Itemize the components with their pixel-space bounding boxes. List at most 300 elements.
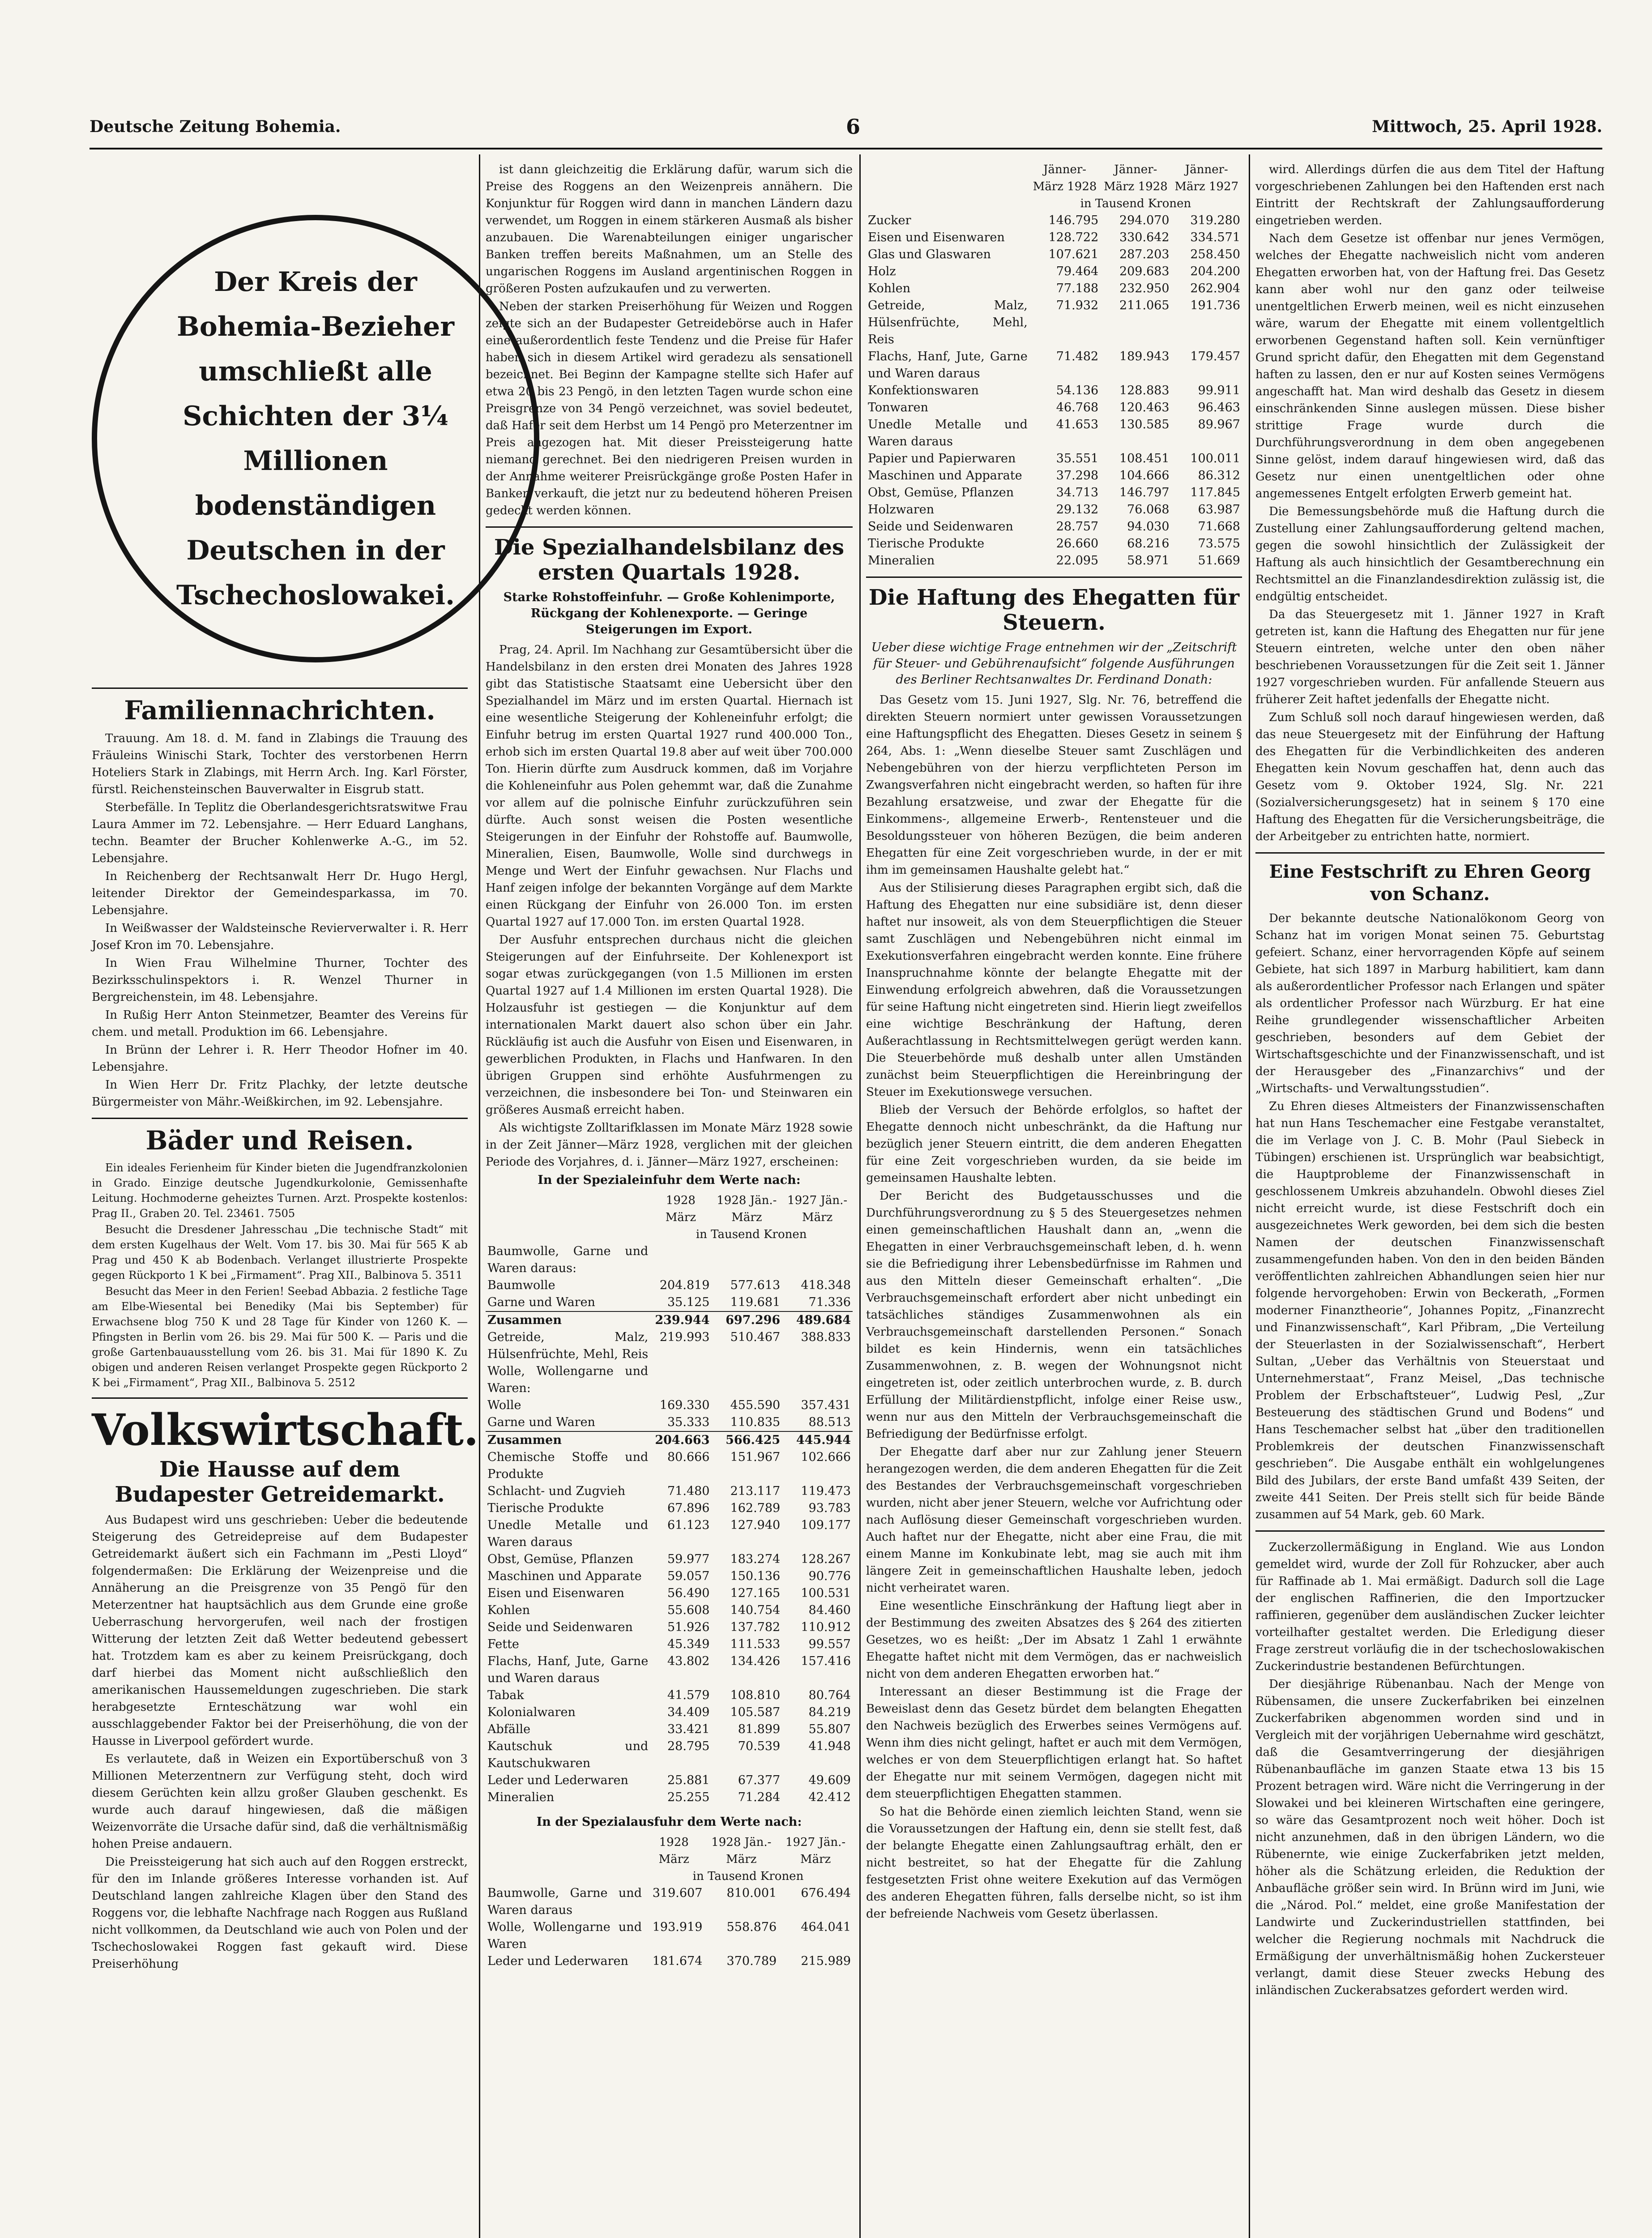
row-value: 89.967 [1198, 418, 1240, 431]
row-value: 94.030 [1127, 520, 1170, 534]
divider [92, 688, 468, 689]
table-head-col: 1928 März [658, 1836, 689, 1866]
row-value: 67.377 [738, 1773, 781, 1787]
row-value [650, 1243, 711, 1277]
row-label: Unedle Metalle und Waren daraus [868, 418, 1028, 448]
row-value: 43.802 [667, 1654, 710, 1668]
row-value: 258.450 [1190, 248, 1240, 261]
article-paragraph: Die Preissteigerung hat sich auch auf den Roggen erstreckt, für den im Inlande größeres Interesse vorhanden ist. Auf Deutschland langen zahlreiche Klagen über den Stand des Roggens vor, die lebhafte Nachfrage nach Roggen aus Rußland nicht vollkommen, da Deutschland wie auch von Polen und der Tschechoslowakei Roggen fast gekauft wird. Diese Preiserhöhung [92, 1855, 468, 1971]
article-paragraph: Neben der starken Preiserhöhung für Weizen und Roggen zeigte sich an der Budapester Getreidebörse auch in Hafer eine außerordentlich feste Tendenz und die Preise für Hafer haben sich in diesem Artikel wird geradezu als sensationell bezeichnet. Bei Beginn der Kampagne stellte sich Hafer auf etwa 20 bis 23 Pengö, in den letzten Tagen wurde schon eine Preisgrenze von 34 Pengö verzeichnet, was soviel bedeutet, daß Hafer seit dem Herbst um 14 Pengö pro Meterzentner im Preis angezogen hat. Mit dieser Preissteigerung hatte niemand gerechnet. Bei den niedrigeren Preisen wurden in der Annahme weiterer Preisrückgänge große Posten Hafer in Banken verkauft, die jetzt nur zu bedeutend höheren Preisen gedeckt werden können. [486, 300, 853, 517]
row-label: Seide und Seidenwaren [868, 520, 1013, 534]
row-label: Schlacht- und Zugvieh [487, 1484, 626, 1498]
row-value: 577.613 [730, 1278, 781, 1292]
row-label: Kohlen [868, 282, 911, 295]
article-subtitle-bilanz: Starke Rohstoffeinfuhr. — Große Kohlenimporte, Rückgang der Kohlenexporte. — Geringe Steigerungen im Export. [503, 590, 835, 636]
row-value: 28.795 [667, 1739, 710, 1753]
table-head-col: Jänner-März 1928 [1104, 163, 1168, 193]
table-row [866, 348, 1242, 382]
article-paragraph: Aus Budapest wird uns geschrieben: Ueber die bedeutende Steigerung des Getreidepreise auf dem Budapester Getreidemarkt äußert sich ein Fachmann im „Pesti Lloyd“ folgendermaßen: Die Erklärung der Weizenpreise und die Annäherung an die Preisgrenze von 35 Pengö für den Meterzentner hat hauptsächlich aus dem Grunde eine große Ueberraschung hervorgerufen, weil nach der frostigen Witterung der letzten Zeit daß Wetter bedeutend gebessert hat. Trotzdem kam es aber zu keinem Preisrückgang, doch darf hierbei das Moment nicht außschließlich den amerikanischen Haussemeldungen zugeschrieben. Die stark herabgesetzte Ernteschätzung war wohl ein ausschlaggebender Faktor bei der Preiserhöhung, die von der Hausse in Liverpool gefördert wurde. [92, 1513, 468, 1748]
table-row [486, 1721, 853, 1738]
article-paragraph: Da das Steuergesetz mit 1. Jänner 1927 in Kraft getreten ist, kann die Haftung des Ehegatten nur für jene Steuern eintreten, welche unter den oben näher beschriebenen Voraussetzungen für die Zeit seit 1. Jänner 1927 vorgeschrieben wurden. Für anfallende Steuern aus früherer Zeit haftet jedenfalls der Ehegatte nicht. [1255, 608, 1605, 706]
row-value: 79.464 [1056, 265, 1099, 278]
row-value: 70.539 [738, 1739, 781, 1753]
row-label: Leder und Lederwaren [487, 1773, 628, 1787]
row-label: Fette [487, 1637, 519, 1651]
row-value: 84.219 [808, 1705, 851, 1719]
row-value: 108.810 [730, 1688, 781, 1702]
row-value: 157.416 [801, 1654, 851, 1668]
table-row [486, 1294, 853, 1311]
table-row [866, 280, 1242, 297]
row-value: 25.881 [667, 1773, 710, 1787]
table-row [486, 1551, 853, 1568]
haftung-continuation [1255, 161, 1605, 845]
row-value: 566.425 [711, 1431, 782, 1449]
article-paragraph: Zu Ehren dieses Altmeisters der Finanzwissenschaften hat nun Hans Teschemacher eine Festgabe veranstaltet, die im Verlage von J. C. B. Mohr (Paul Siebeck in Tübingen) erschienen ist. Ursprünglich war beabsichtigt, die Hauptprobleme der Finanzwissenschaft in geschlossenem Umkreis abzuhandeln. Obwohl dieses Ziel nicht erreicht wurde, ist diese Festschrift doch ein ausgezeichnetes Werk geworden, bei dem sich die besten Namen der deutschen Finanzwissenschaft zusammengefunden haben. Von den in den beiden Bänden veröffentlichten zahlreichen Abhandlungen seien hier nur folgende hervorgehoben: Erwin von Beckerath, „Formen moderner Finanztheorie“, Johannes Popitz, „Finanzrecht und Finanzwissenschaft“, Karl Přibram, „Die Verteilung der Steuerlasten in der Sozialwissenschaft“, Herbert Sultan, „Ueber das Verhältnis von Steuerstaat und Unternehmerstaat“, Franz Meisel, „Das technische Problem der Erbschaftsteuer“, Ludwig Pesl, „Zur Besteuerung des städtischen Grund und Bodens“ und Hans Teschemacher selbst hat „über den traditionellen Problemkreis der deutschen Finanzwissenschaft geschrieben“. Die Ausgabe enthält ein wohlgelungenes Bild des Jubilars, der erste Band umfaßt 439 Seiten, der zweite 441 Seiten. Der Preis stellt sich für beide Bände zusammen auf 54 Mark, geb. 60 Mark. [1255, 1100, 1605, 1521]
row-value: 77.188 [1056, 282, 1099, 295]
festschrift-body [1255, 910, 1605, 1523]
article-paragraph: Der Ausfuhr entsprechen durchaus nicht die gleichen Steigerungen auf der Einfuhrseite. Der Kohlenexport ist sogar etwas zurückgegangen (von 1.5 Millionen im ersten Quartal 1927 auf 1.4 Millionen im ersten Quartal 1928). Die Holzausfuhr ist gestiegen — die Konjunktur auf dem internationalen Markt dauert also schon über ein Jahr. Rückläufig ist auch die Ausfuhr von Eisen und Eisenwaren, in gewerblichen Produkten, in Flachs und Hanfwaren. In den übrigen Gruppen sind erhöhte Ausfuhrmengen zu verzeichnen, die insbesondere bei Ton- und Steinwaren ein größeres Ausmaß erreicht haben. [486, 933, 853, 1117]
table-row [486, 1311, 853, 1329]
row-value: 370.789 [726, 1954, 777, 1968]
table-row [486, 1585, 853, 1602]
row-label: Wolle [487, 1398, 521, 1412]
row-value: 67.896 [667, 1501, 710, 1515]
row-value: 181.674 [652, 1954, 703, 1968]
row-value: 193.919 [652, 1920, 703, 1934]
row-value: 455.590 [730, 1398, 781, 1412]
row-value [782, 1243, 853, 1277]
table-row [486, 1277, 853, 1294]
row-value: 22.095 [1056, 554, 1099, 568]
row-label: Chemische Stoffe und Produkte [487, 1450, 649, 1481]
row-value: 319.607 [652, 1886, 703, 1900]
row-label: Eisen und Eisenwaren [868, 231, 1005, 244]
baeder-list [92, 1160, 468, 1390]
row-value: 28.757 [1056, 520, 1099, 534]
familie-list [92, 730, 468, 1110]
row-value: 213.117 [730, 1484, 781, 1498]
row-label: Unedle Metalle und Waren daraus [487, 1518, 649, 1549]
table-row [866, 501, 1242, 518]
row-value: 71.482 [1056, 350, 1099, 363]
row-label: Eisen und Eisenwaren [487, 1586, 624, 1600]
table-row [866, 535, 1242, 552]
row-label: Kautschuk und Kautschukwaren [487, 1739, 649, 1770]
row-value: 63.987 [1198, 503, 1240, 517]
column-rule-3 [1249, 154, 1250, 2238]
hausse-continuation [486, 161, 853, 519]
table-row [486, 1500, 853, 1517]
row-label: Obst, Gemüse, Pflanzen [487, 1552, 634, 1566]
row-value: 232.950 [1119, 282, 1170, 295]
row-value: 215.989 [801, 1954, 851, 1968]
row-label: Seide und Seidenwaren [487, 1620, 633, 1634]
einfuhr-table [486, 1192, 853, 1806]
article-paragraph: Der Bericht des Budgetausschusses und die Durchführungsverordnung zu § 5 des Steuergesetzes nehmen einen gemeinschaftlichen Haushalt dann an, „wenn die Ehegatten in einer Verbrauchsgemeinschaft leben, d. h. wenn sie die Befriedigung ihrer Lebensbedürfnisse im Rahmen und aus den Mitteln dieser Gemeinschaft erhalten“. „Die Verbrauchsgemeinschaft erfordert aber nicht unbedingt ein tatsächliches ständiges Zusammenwohnen als ein Verbrauchsgemeinschaft darstellenden Personen.“ Sonach bildet es kein Hindernis, wenn ein tatsächliches Zusammenwohnen, z. B. wegen der Wohnungsnot nicht eingetreten ist, oder zeitlich unterbrochen wurde, z. B. durch Erfüllung der Militärdienstpflicht, infolge einer Reise usw., wenn nur aus den Mitteln der Verbrauchsgemeinschaft die Befriedigung der Bedürfnisse erfolgt. [866, 1189, 1242, 1441]
row-value: 80.666 [667, 1450, 710, 1464]
row-value: 34.713 [1056, 486, 1099, 500]
table-row [486, 1789, 853, 1806]
row-value: 151.967 [730, 1450, 781, 1464]
row-value: 357.431 [801, 1398, 851, 1412]
row-value: 111.533 [730, 1637, 781, 1651]
section-title-familie: Familiennachrichten. [124, 695, 435, 726]
row-value: 204.819 [659, 1278, 710, 1292]
table-unit: in Tausend Kronen [692, 1870, 804, 1883]
article-paragraph: wird. Allerdings dürfen die aus dem Titel der Haftung vorgeschriebenen Zahlungen bei den Haftenden erst nach Eintritt der Rechtskraft der Zahlungsaufforderung eingetrieben werden. [1255, 163, 1605, 227]
bilanz-body [486, 641, 853, 1170]
familie-paragraph: In Brünn der Lehrer i. R. Herr Theodor Hofner im 40. Lebensjahre. [92, 1043, 468, 1074]
row-value: 100.531 [801, 1586, 851, 1600]
table-row [866, 246, 1242, 263]
row-value: 71.336 [808, 1295, 851, 1309]
row-value: 55.608 [667, 1603, 710, 1617]
row-value: 41.948 [808, 1739, 851, 1753]
table-row [866, 263, 1242, 280]
column-2 [486, 161, 853, 1970]
row-label: Flachs, Hanf, Jute, Garne und Waren daraus [868, 350, 1028, 380]
header-rule [90, 148, 1602, 149]
table-row [486, 1602, 853, 1619]
row-value: 697.296 [711, 1311, 782, 1329]
table-row [866, 552, 1242, 569]
baeder-paragraph: Besucht die Dresdener Jahresschau „Die technische Stadt“ mit dem ersten Kugelhaus der Welt. Vom 17. bis 30. Mai für 565 K ab Prag und 450 K ab Bodenbach. Verlanget illustrierte Prospekte gegen Rückporto 1 K bei „Firmament“. Prag XII., Balbinova 5. 3511 [92, 1223, 468, 1281]
row-value: 119.681 [730, 1295, 781, 1309]
ausfuhr-table [486, 1834, 853, 1970]
article-paragraph: Als wichtigste Zolltarifklassen im Monate März 1928 sowie in der Zeit Jänner—März 1928, verglichen mit der gleichen Periode des Vorjahres, d. i. Jänner—März 1927, erscheinen: [486, 1121, 853, 1169]
column-3 [866, 161, 1242, 1923]
row-label: Tierische Produkte [868, 537, 985, 551]
row-value: 294.070 [1119, 214, 1170, 227]
row-value: 59.977 [667, 1552, 710, 1566]
article-paragraph: Blieb der Versuch der Behörde erfolglos, so haftet der Ehegatte dennoch nicht unbeschränkt, da die Haftung nur bezüglich jener Steuern eintritt, die dem anderen Ehegatten für eine Zeit vorgeschrieben wurden, da sie beide im gemeinsamen Haushalte lebten. [866, 1103, 1242, 1185]
table-row [486, 1363, 853, 1397]
row-value [782, 1363, 853, 1397]
article-paragraph: Nach dem Gesetze ist offenbar nur jenes Vermögen, welches der Ehegatte nachweislich nicht vom anderen Ehegatten erworben hat, von der Haftung frei. Das Gesetz kann aber wohl nur den ganz oder teilweise unentgeltlichen Erwerb meinen, weil es nicht einzusehen wäre, warum der Ehegatte mit einem vollentgeltlich erworbenen Gegenstand haften soll. Kein vernünftiger Grund spricht dafür, den Ehegatten mit dem Gegenstand haften zu lassen, den er nur auf Kosten seines Vermögens angeschafft hat. Man wird deshalb das Gesetz in diesem einschränkenden Sinne auslegen müssen. Diese bisher strittige Frage wurde durch die Durchführungsverordnung in dem oben angegebenen Sinne gelöst, indem darauf hingewiesen wird, daß das Gesetz nur einen unentgeltlichen oder ohne angemessenes Entgelt erfolgten Erwerb gemeint hat. [1255, 232, 1605, 500]
article-paragraph: So hat die Behörde einen ziemlich leichten Stand, wenn sie die Voraussetzungen der Haftung ein, denn sie stellt fest, daß der belangte Ehegatte einen Zahlungsauftrag erhält, den er nicht bestreitet, so hat der Ehegatte für die Zahlung festgesetzten Frist ohne weitere Exekution auf das Vermögen des anderen Ehegatten führen, falls derselbe nicht, so ist ihm der befreiende Nachweis vom Gesetz überlassen. [866, 1805, 1242, 1921]
row-value: 134.426 [730, 1654, 781, 1668]
haftung-body [866, 692, 1242, 1922]
article-paragraph: Zum Schluß soll noch darauf hingewiesen werden, daß das neue Steuergesetz mit der Einführung der Haftung des Ehegatten für die Verbindlichkeiten des anderen Ehegatten kein Novum geschaffen hat, denn auch das Gesetz vom 9. Oktober 1924, Slg. Nr. 221 (Sozialversicherungsgesetz) hat in seinem § 170 eine Haftung des Ehegatten für die Versicherungsbeiträge, die der Arbeitgeber zu entrichten hatte, normiert. [1255, 711, 1605, 843]
row-value: 105.587 [730, 1705, 781, 1719]
row-label: Wolle, Wollengarne und Waren: [487, 1364, 649, 1395]
header-date: Mittwoch, 25. April 1928. [1372, 117, 1602, 136]
row-value: 29.132 [1056, 503, 1099, 517]
row-value: 239.944 [650, 1311, 711, 1329]
familie-paragraph: Trauung. Am 18. d. M. fand in Zlabings die Trauung des Fräuleins Winischi Stark, Tochter des verstorbenen Herrn Hoteliers Stark in Zlabings, mit Herrn Arch. Ing. Karl Förster, fürstl. Reichensteinschen Bauverwalter in Eisgrub statt. [92, 732, 468, 796]
row-value [711, 1243, 782, 1277]
page-header [90, 117, 1602, 146]
row-value: 183.274 [730, 1552, 781, 1566]
table-row [486, 1414, 853, 1431]
table-row [486, 1517, 853, 1551]
row-value: 110.835 [730, 1415, 781, 1429]
row-label: Baumwolle [487, 1278, 555, 1292]
row-value: 334.571 [1190, 231, 1240, 244]
row-value: 150.136 [730, 1569, 781, 1583]
row-value: 71.668 [1198, 520, 1240, 534]
row-value: 287.203 [1119, 248, 1170, 261]
article-paragraph: Der Ehegatte darf aber nur zur Zahlung jener Steuern herangezogen werden, die dem anderen Ehegatten für die Zeit des Bestandes der Verbrauchsgemeinschaft vorgeschrieben wurden, nicht aber jener Steuern, welche vor Aufrichtung oder nach Auflösung dieser Gemeinschaft vorgeschrieben wurden. Auch haftet nur der Ehegatte, nicht aber eine Frau, die mit einem Manne im Konkubinate lebt, mag sie auch mit ihm längere Zeit in gemeinschaftlichen Haushalte leben, jedoch nicht verheiratet waren. [866, 1445, 1242, 1595]
table-row [866, 416, 1242, 450]
table-row [486, 1636, 853, 1653]
row-value: 59.057 [667, 1569, 710, 1583]
divider [866, 577, 1242, 578]
row-value: 46.768 [1056, 401, 1099, 414]
table-row [486, 1738, 853, 1772]
row-value: 204.663 [650, 1431, 711, 1449]
row-label: Getreide, Malz, Hülsenfrüchte, Mehl, Reis [868, 299, 1028, 346]
row-value: 81.899 [738, 1722, 781, 1736]
table-row [486, 1449, 853, 1483]
row-value: 42.412 [808, 1790, 851, 1804]
section-title-baeder: Bäder und Reisen. [145, 1125, 414, 1156]
divider [1255, 852, 1605, 854]
row-value: 88.513 [808, 1415, 851, 1429]
row-value: 130.585 [1119, 418, 1170, 431]
row-label: Abfälle [487, 1722, 531, 1736]
hausse-body [92, 1512, 468, 1973]
row-value: 90.776 [808, 1569, 851, 1583]
column-rule-2 [859, 154, 861, 2238]
row-value: 146.795 [1048, 214, 1099, 227]
table-row [486, 1704, 853, 1721]
row-value: 76.068 [1127, 503, 1170, 517]
row-label: Zusammen [486, 1431, 650, 1449]
row-value: 146.797 [1119, 486, 1170, 500]
table-row [486, 1397, 853, 1414]
table-row [866, 450, 1242, 467]
table-row [486, 1919, 853, 1953]
row-label: Kolonialwaren [487, 1705, 576, 1719]
row-value: 33.421 [667, 1722, 710, 1736]
table-row [866, 297, 1242, 348]
table-row [486, 1885, 853, 1919]
article-paragraph: Aus der Stilisierung dieses Paragraphen ergibt sich, daß die Haftung des Ehegatten nur eine subsidiäre ist, denn dieser haftet nur insoweit, als von dem Steuerpflichtigen die Steuer samt Zuschlägen und Nebengebühren nicht einmal im Exekutionsverfahren eingebracht werden konnte. Eine frühere Inanspruchnahme könnte der belangte Ehegatte mit der Einwendung erfolgreich abwehren, daß die Voraussetzungen für seine Haftung nicht eingetreten sind. Hierin liegt zweifellos eine wichtige Beschränkung der Haftung, deren Außerachtlassung in Rechtsmittelwegen gerügt werden kann. Die Steuerbehörde muß deshalb unter allen Umständen zunächst beim Steuerpflichtigen die Hereinbringung der Steuer im Exekutionswege versuchen. [866, 881, 1242, 1099]
column-4 [1255, 161, 1605, 2000]
baeder-paragraph: Ein ideales Ferienheim für Kinder bieten die Jugendfranzkolonien in Grado. Einzige deutsche Jugendkurkolonie, Gemissenhafte Leitung. Hochmoderne geheiztes Turnen. Arzt. Prospekte kostenlos: Prag II., Graben 20. Tel. 23461. 7505 [92, 1162, 468, 1220]
row-value: 110.912 [801, 1620, 851, 1634]
article-paragraph: ist dann gleichzeitig die Erklärung dafür, warum sich die Preise des Roggens an den Weizenpreis annähern. Die Konjunktur für Roggen wird dann in manchen Ländern dazu verwendet, um Roggen in einem stärkeren Ausmaß als bisher anzubauen. Die Warenabteilungen einiger ungarischer Banken treffen bereits Maßnahmen, um an Stelle des ungarischen Roggens im Ausland argentinischen Roggen in größeren Posten aufzukaufen und zu verwerten. [486, 163, 853, 295]
row-value: 61.123 [667, 1518, 710, 1532]
row-value: 99.911 [1198, 384, 1240, 397]
row-value: 204.200 [1190, 265, 1240, 278]
row-value: 71.932 [1056, 299, 1099, 312]
table-unit: in Tausend Kronen [696, 1228, 807, 1241]
row-label: Holzwaren [868, 503, 935, 517]
row-value: 464.041 [801, 1920, 851, 1934]
article-title-hausse: Die Hausse auf dem Budapester Getreidemarkt. [115, 1457, 445, 1507]
row-label: Zucker [868, 214, 911, 227]
table-row [866, 229, 1242, 246]
row-value: 93.783 [808, 1501, 851, 1515]
einfuhr-table-title: In der Spezialeinfuhr dem Werte nach: [538, 1173, 801, 1187]
row-value: 56.490 [667, 1586, 710, 1600]
row-label: Mineralien [868, 554, 935, 568]
article-paragraph: Interessant an dieser Bestimmung ist die Frage der Beweislast denn das Gesetz bürdet dem belangten Ehegatten den Nachweis bezüglich des Erwerbes seines Vermögens auf. Wenn ihm dies nicht gelingt, haftet er auch mit dem Vermögen, welches er von dem Steuerpflichtigen erlangt hat. So haftet der Ehegatte nur mit seinem Vermögen, dagegen nicht mit dem steuerpflichtigen Ehegatten stammen. [866, 1685, 1242, 1801]
table-unit: in Tausend Kronen [1080, 197, 1191, 210]
article-paragraph: Der diesjährige Rübenanbau. Nach der Menge von Rübensamen, die unsere Zuckerfabriken bei einzelnen Zuckerfabriken abgenommen worden sind und in Vergleich mit der vorjährigen Uebernahme wird geschätzt, daß die Gesamtverringerung der diesjährigen Rübenanbaufläche im ganzen Staate etwa 13 bis 15 Prozent betragen wird. Wäre nicht die Verringerung in der Slowakei und bei kleineren Wirtschaften eine geringere, so wäre das Gesamtprozent noch weit höher. Doch ist nicht anzunehmen, daß in den übrigen Ländern, wo die Rübenernte, wie einige Zuckerfabriken jetzt melden, höher als die Schätzung erleiden, die Reduktion der Anbaufläche größer sein wird. In Brünn wird im Juni, wie die „Národ. Pol.“ meldet, eine große Manifestation der Landwirte und Zuckerindustriellen stattfinden, bei welcher die Regierung nochmals mit Nachdruck die Ermäßigung der unverhältnismäßig hohen Zuckersteuer verlangt, damit diese Steuer zwecks Hebung des inländischen Zuckerabsatzes gefordert werden wird. [1255, 1678, 1605, 1997]
article-paragraph: Das Gesetz vom 15. Juni 1927, Slg. Nr. 76, betreffend die direkten Steuern normiert unter gewissen Voraussetzungen eine Haftungspflicht des Ehegatten. Dieses Gesetz in seinem § 264, Abs. 1: „Wenn dieselbe Steuer samt Zuschlägen und Nebengebühren von der hierzu verpflichteten Person im Zwangsverfahren nicht eingebracht werden, so haften für ihre Bezahlung ersatzweise, und zwar der Ehegatte für die Einkommens-, allgemeine Erwerb-, Rentensteuer und die Besoldungssteuer von höheren Bezügen, die beim anderen Ehegatten für eine Zeit vorgeschrieben wurde, in der er mit ihm im gemeinsamen Haushalte gelebt hat.“ [866, 693, 1242, 877]
row-value: 37.298 [1056, 469, 1099, 483]
row-value: 128.883 [1119, 384, 1170, 397]
row-value: 140.754 [730, 1603, 781, 1617]
row-value: 99.557 [808, 1637, 851, 1651]
row-value: 209.683 [1119, 265, 1170, 278]
section-title-volkswirtschaft: Volkswirtschaft. [92, 1405, 479, 1455]
familie-paragraph: In Weißwasser der Waldsteinsche Revierverwalter i. R. Herr Josef Kron im 70. Lebensjahre. [92, 922, 468, 952]
row-label: Konfektionswaren [868, 384, 979, 397]
row-label: Glas und Glaswaren [868, 248, 991, 261]
column-1 [92, 680, 479, 1973]
zucker-body [1255, 1539, 1605, 1999]
table-head-col: 1927 Jän.-März [785, 1836, 846, 1866]
divider [486, 526, 853, 528]
row-value: 107.621 [1048, 248, 1099, 261]
row-value: 26.660 [1056, 537, 1099, 551]
row-value: 128.267 [801, 1552, 851, 1566]
row-value: 219.993 [659, 1330, 710, 1344]
article-paragraph: Es verlautete, daß in Weizen ein Exportüberschuß von 3 Millionen Meterzentnern zur Verfügung steht, doch wird diesem Gerüchten kein allzu großer Glauben geschenkt. Es wurde auch darauf hingewiesen, daß die mäßigen Weizenvorräte die Ursache dafür sind, daß die verhältnismäßig hohen Preise andauern. [92, 1752, 468, 1851]
row-label: Holz [868, 265, 896, 278]
article-intro-haftung: Ueber diese wichtige Frage entnehmen wir der „Zeitschrift für Steuer- und Gebührenaufsicht“ folgende Ausführungen des Berliner Rechtsanwaltes Dr. Ferdinand Donath: [871, 641, 1237, 687]
table-row [486, 1619, 853, 1636]
article-title-haftung: Die Haftung des Ehegatten für Steuern. [868, 585, 1240, 635]
export-continuation-table [866, 161, 1242, 569]
row-value: 58.971 [1127, 554, 1170, 568]
row-label: Wolle, Wollengarne und Waren [487, 1920, 642, 1951]
row-label: Baumwolle, Garne und Waren daraus [487, 1886, 642, 1917]
header-page-number: 6 [846, 115, 861, 139]
header-masthead: Deutsche Zeitung Bohemia. [90, 117, 341, 136]
row-label: Tierische Produkte [487, 1501, 604, 1515]
divider [92, 1397, 468, 1399]
row-value: 55.807 [808, 1722, 851, 1736]
row-value: 108.451 [1119, 452, 1170, 466]
row-label: Baumwolle, Garne und Waren daraus: [487, 1244, 649, 1275]
row-value: 191.736 [1190, 299, 1240, 312]
row-label: Kohlen [487, 1603, 530, 1617]
row-value: 810.001 [726, 1886, 777, 1900]
row-label: Papier und Papierwaren [868, 452, 1016, 466]
row-label: Maschinen und Apparate [487, 1569, 642, 1583]
row-value: 676.494 [801, 1886, 851, 1900]
row-value: 54.136 [1056, 384, 1099, 397]
article-paragraph: Prag, 24. April. Im Nachhang zur Gesamtübersicht über die Handelsbilanz in den ersten drei Monaten des Jahres 1928 gibt das Statistische Staatsamt eine Uebersicht über den Spezialhandel im März und im ersten Quartal. Hiernach ist eine wesentliche Steigerung der Kohleneinfuhr erfolgt; die Einfuhr betrug im ersten Quartal 1927 rund 400.000 Ton., erhob sich im ersten Quartal 19.8 aber auf weit über 700.000 Ton. Hierin dürfte zum Ausdruck kommen, daß im Vorjahre die Kohleneinfuhr aus Polen gehemmt war, daß die Zunahme vor allem auf die polnische Einfuhr zurückzuführen sein dürfte. Auch sonst weisen die Posten wesentliche Steigerungen in der Einfuhr der Rohstoffe auf. Baumwolle, Mineralien, Eisen, Baumwolle, Wolle sind durchwegs in Menge und Wert der Einfuhr gewachsen. Nur Flachs und Hanf zeigen infolge der bekannten Vorgänge auf dem Markte einen Rückgang der Einfuhr von 26.000 Ton. im ersten Quartal 1927 auf 17.000 Ton. im ersten Quartal 1928. [486, 643, 853, 929]
row-label: Tonwaren [868, 401, 929, 414]
table-head-col: 1928 Jän.-März [711, 1836, 772, 1866]
row-value: 80.764 [808, 1688, 851, 1702]
row-value [650, 1363, 711, 1397]
row-value: 489.684 [782, 1311, 853, 1329]
article-paragraph: Eine wesentliche Einschränkung der Haftung liegt aber in der Bestimmung des zweiten Absatzes des § 264 des zitierten Gesetzes, wo es heißt: „Der im Absatz 1 Zahl 1 erwähnte Ehegatte haftet nicht mit dem Vermögen, das er nachweislich nicht von dem anderen Ehegatten erworben hat.“ [866, 1599, 1242, 1681]
row-value: 49.609 [808, 1773, 851, 1787]
article-title-festschrift: Eine Festschrift zu Ehren Georg von Schanz. [1269, 861, 1591, 905]
row-value: 388.833 [801, 1330, 851, 1344]
row-value: 102.666 [801, 1450, 851, 1464]
row-label: Getreide, Malz, Hülsenfrüchte, Mehl, Reis [487, 1330, 649, 1361]
table-row [866, 399, 1242, 416]
table-row [486, 1687, 853, 1704]
row-value: 41.579 [667, 1688, 710, 1702]
article-title-bilanz: Die Spezialhandelsbilanz des ersten Quartals 1928. [494, 535, 845, 585]
row-value: 71.284 [738, 1790, 781, 1804]
table-head-col: 1927 Jän.-März [787, 1194, 848, 1224]
row-value: 119.473 [801, 1484, 851, 1498]
familie-paragraph: In Reichenberg der Rechtsanwalt Herr Dr. Hugo Hergl, leitender Direktor der Gemeindesparkassa, im 70. Lebensjahre. [92, 870, 468, 917]
table-row [866, 484, 1242, 501]
table-row [486, 1431, 853, 1449]
familie-paragraph: In Rußig Herr Anton Steinmetzer, Beamter des Vereins für chem. und metall. Produktion im 66. Lebensjahre. [92, 1008, 468, 1039]
row-value: 445.944 [782, 1431, 853, 1449]
table-row [486, 1653, 853, 1687]
row-value: 34.409 [667, 1705, 710, 1719]
row-value: 169.330 [659, 1398, 710, 1412]
row-value: 86.312 [1198, 469, 1240, 483]
table-row [866, 467, 1242, 484]
table-row [486, 1483, 853, 1500]
row-value: 262.904 [1190, 282, 1240, 295]
row-value: 120.463 [1119, 401, 1170, 414]
bohemia-subscriber-ad [92, 215, 539, 662]
row-label: Flachs, Hanf, Jute, Garne und Waren daraus [487, 1654, 649, 1685]
table-row [486, 1772, 853, 1789]
row-value: 127.165 [730, 1586, 781, 1600]
row-value: 330.642 [1119, 231, 1170, 244]
baeder-paragraph: Besucht das Meer in den Ferien! Seebad Abbazia. 2 festliche Tage am Elbe-Wiesental bei Benediky (Mai bis September) für Erwachsene blog 750 K und 28 Tage für Kinder von 1260 K. — Pfingsten in Berlin vom 26. bis 29. Mai für 500 K. — Paris und die große Gartenbauausstellung vom 26. bis 31. Mai für 1890 K. Zu obigen und anderen Reisen verlanget Prospekte gegen Rückporto 2 K bei „Firmament“, Prag XII., Balbinova 5. 2512 [92, 1285, 468, 1389]
table-head-col: 1928 Jän.-März [717, 1194, 777, 1224]
ausfuhr-table-title: In der Spezialausfuhr dem Werte nach: [536, 1815, 802, 1829]
table-head-col: 1928 März [665, 1194, 696, 1224]
row-value [711, 1363, 782, 1397]
table-head-col: Jänner-März 1928 [1033, 163, 1097, 193]
row-label: Tabak [487, 1688, 524, 1702]
row-value: 127.940 [730, 1518, 781, 1532]
row-value: 45.349 [667, 1637, 710, 1651]
article-paragraph: Zuckerzollermäßigung in England. Wie aus London gemeldet wird, wurde der Zoll für Rohzucker, aber auch für Raffinade ab 1. Mai ermäßigt. Dadurch soll die Lage der englischen Raffinerien, die den Importzucker raffinieren, gegenüber dem ausländischen Zucker leichter vorteilhafter gestaltet werden. Die Erledigung dieser Frage zerstreut vorläufig die in der tschechoslowakischen Zuckerindustrie bestandenen Befürchtungen. [1255, 1541, 1605, 1673]
table-head-col: Jänner-März 1927 [1174, 163, 1239, 193]
divider [92, 1118, 468, 1119]
row-value: 68.216 [1127, 537, 1170, 551]
row-value: 558.876 [726, 1920, 777, 1934]
table-row [486, 1568, 853, 1585]
row-value: 211.065 [1119, 299, 1170, 312]
row-label: Garne und Waren [487, 1295, 595, 1309]
row-value: 35.125 [667, 1295, 710, 1309]
article-paragraph: Der bekannte deutsche Nationalökonom Georg von Schanz hat im vorigen Monat seinen 75. Geburtstag gefeiert. Schanz, einer hervorragenden Köpfe auf seinem Gebiete, hat sich 1897 in Marburg habilitiert, kam dann als außerordentlicher Professor nach Erlangen und später als ordentlicher Professor nach Würzburg. Er hat eine Reihe grundlegender wissenschaftlicher Arbeiten geschrieben, besonders auf dem Gebiet der Wirtschaftsgeschichte und der Finanzwissenschaft, und ist der Herausgeber des „Finanzarchivs“ und der „Wirtschafts- und Verwaltungsstudien“. [1255, 912, 1605, 1095]
table-row [866, 518, 1242, 535]
row-label: Garne und Waren [487, 1415, 595, 1429]
row-value: 51.926 [667, 1620, 710, 1634]
table-row [866, 382, 1242, 399]
row-value: 319.280 [1190, 214, 1240, 227]
row-value: 117.845 [1190, 486, 1240, 500]
row-value: 71.480 [667, 1484, 710, 1498]
row-value: 100.011 [1190, 452, 1240, 466]
familie-paragraph: Sterbefälle. In Teplitz die Oberlandesgerichtsratswitwe Frau Laura Ammer im 72. Lebensjahre. — Herr Eduard Langhans, techn. Beamter der Brucher Kohlenwerke A.-G., im 52. Lebensjahre. [92, 801, 468, 865]
familie-paragraph: In Wien Herr Dr. Fritz Plachky, der letzte deutsche Bürgermeister von Mähr.-Weißkirchen, im 92. Lebensjahre. [92, 1078, 468, 1109]
row-value: 73.575 [1198, 537, 1240, 551]
row-value: 104.666 [1119, 469, 1170, 483]
table-row [486, 1329, 853, 1363]
article-paragraph: Die Bemessungsbehörde muß die Haftung durch die Zustellung einer Zahlungsaufforderung geltend machen, gegen die sowohl hinsichtlich der Zulässigkeit der Haftung als auch hinsichtlich der Gesamtberechnung ein Rechtsmittel an die Finanzlandesdirektion zulässig ist, die endgültig entscheidet. [1255, 505, 1605, 603]
row-value: 41.653 [1056, 418, 1099, 431]
row-value: 189.943 [1119, 350, 1170, 363]
row-value: 128.722 [1048, 231, 1099, 244]
row-value: 137.782 [730, 1620, 781, 1634]
row-label: Mineralien [487, 1790, 555, 1804]
